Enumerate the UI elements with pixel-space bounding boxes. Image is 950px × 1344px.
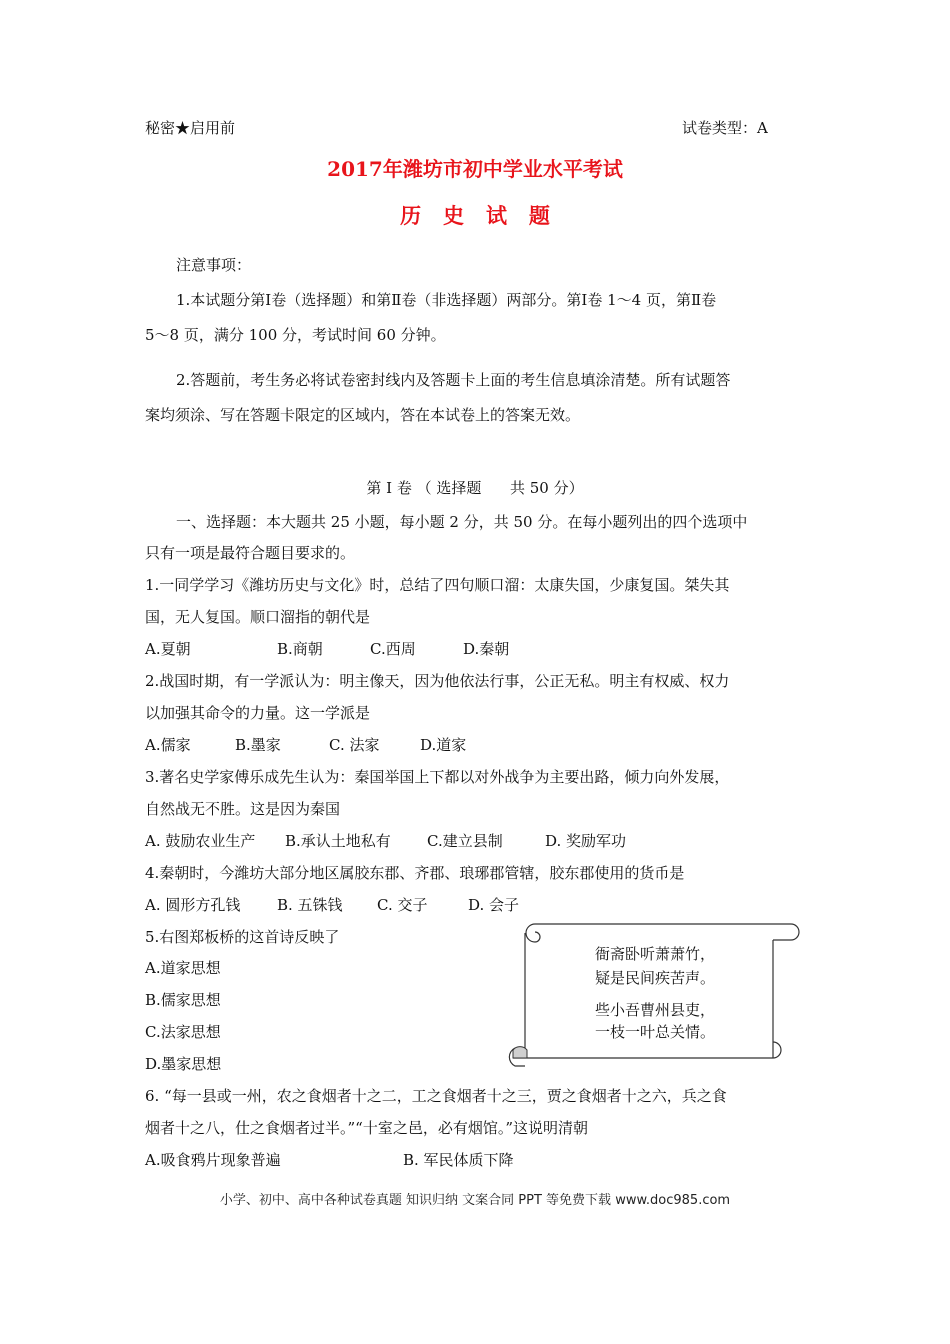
poem-line-1: 衙斋卧听萧萧竹， xyxy=(595,945,716,963)
question-2-options xyxy=(145,735,745,755)
section-intro-line-1: 一、选择题：本大题共 25 小题，每小题 2 分，共 50 分。在每小题列出的四个选项中 xyxy=(176,513,748,531)
question-4-line-1: 4.秦朝时，今潍坊大部分地区属胶东郡、齐郡、琅琊郡管辖，胶东郡使用的货币是 xyxy=(145,864,685,882)
poem-line-2: 疑是民间疾苦声。 xyxy=(595,969,716,987)
scroll-illustration xyxy=(505,918,800,1070)
question-4-options xyxy=(145,895,745,915)
q3-option-b: B.承认土地私有 xyxy=(285,832,391,850)
q2-option-d: D.道家 xyxy=(420,736,467,754)
question-3-line-2: 自然战无不胜。这是因为秦国 xyxy=(145,800,341,818)
q2-option-a: A.儒家 xyxy=(145,736,191,754)
question-6-options xyxy=(145,1150,745,1170)
poem-line-4: 一枝一叶总关情。 xyxy=(595,1023,716,1041)
q1-option-b: B.商朝 xyxy=(277,640,323,658)
q5-option-c: C.法家思想 xyxy=(145,1023,221,1041)
question-6-line-1: 6. “每一县或一州，农之食烟者十之二，工之食烟者十之三，贾之食烟者十之六，兵之食 xyxy=(145,1087,727,1105)
exam-title: 2017年潍坊市初中学业水平考试 xyxy=(327,157,623,181)
question-2-line-2: 以加强其命令的力量。这一学派是 xyxy=(145,704,371,722)
q4-option-c: C. 交子 xyxy=(377,896,428,914)
question-5-stem: 5.右图郑板桥的这首诗反映了 xyxy=(145,928,340,946)
question-3-line-1: 3.著名史学家傅乐成先生认为：秦国举国上下都以对外战争为主要出路，倾力向外发展， xyxy=(145,768,730,786)
q5-option-d: D.墨家思想 xyxy=(145,1055,222,1073)
notes-heading: 注意事项： xyxy=(176,256,252,274)
q1-option-c: C.西周 xyxy=(370,640,416,658)
paper-type-label: 试卷类型：A xyxy=(682,119,768,137)
q5-option-b: B.儒家思想 xyxy=(145,991,221,1009)
q4-option-d: D. 会子 xyxy=(468,896,520,914)
note-2-line-2: 案均须涂、写在答题卡限定的区域内，答在本试卷上的答案无效。 xyxy=(145,406,581,424)
question-1-line-1: 1.一同学学习《潍坊历史与文化》时，总结了四句顺口溜：太康失国，少康复国。桀失其 xyxy=(145,576,730,594)
question-1-options xyxy=(145,639,745,659)
q2-option-c: C. 法家 xyxy=(329,736,380,754)
question-6-line-2: 烟者十之八，仕之食烟者过半。”“十室之邑，必有烟馆。”这说明清朝 xyxy=(145,1119,589,1137)
confidential-label: 秘密★启用前 xyxy=(145,119,236,137)
q6-option-b: B. 军民体质下降 xyxy=(403,1151,514,1169)
q5-option-a: A.道家思想 xyxy=(145,959,221,977)
q3-option-d: D. 奖励军功 xyxy=(545,832,627,850)
q3-option-c: C.建立县制 xyxy=(427,832,503,850)
note-1-line-2: 5～8 页，满分 100 分，考试时间 60 分钟。 xyxy=(145,326,446,344)
footer-text: 小学、初中、高中各种试卷真题 知识归纳 文案合同 PPT 等免费下载 www.doc985.com xyxy=(219,1193,731,1208)
note-2-line-1: 2.答题前，考生务必将试卷密封线内及答题卡上面的考生信息填涂清楚。所有试题答 xyxy=(176,371,731,389)
question-2-line-1: 2.战国时期，有一学派认为：明主像天，因为他依法行事，公正无私。明主有权威、权力 xyxy=(145,672,730,690)
poem-line-3: 些小吾曹州县吏， xyxy=(595,1001,716,1019)
q4-option-b: B. 五铢钱 xyxy=(277,896,343,914)
question-1-line-2: 国，无人复国。顺口溜指的朝代是 xyxy=(145,608,371,626)
subject-title: 历 史 试 题 xyxy=(400,203,550,228)
note-1-line-1: 1.本试题分第Ⅰ卷（选择题）和第Ⅱ卷（非选择题）两部分。第Ⅰ卷 1～4 页，第Ⅱ卷 xyxy=(176,291,717,309)
q3-option-a: A. 鼓励农业生产 xyxy=(145,832,256,850)
q4-option-a: A. 圆形方孔钱 xyxy=(145,896,241,914)
q1-option-d: D.秦朝 xyxy=(463,640,510,658)
q2-option-b: B.墨家 xyxy=(235,736,281,754)
section-intro-line-2: 只有一项是最符合题目要求的。 xyxy=(145,544,356,562)
section-heading: 第 Ⅰ 卷 （ 选择题 共 50 分） xyxy=(366,479,584,497)
q1-option-a: A.夏朝 xyxy=(145,640,191,658)
question-3-options xyxy=(145,831,745,851)
q6-option-a: A.吸食鸦片现象普遍 xyxy=(145,1151,281,1169)
